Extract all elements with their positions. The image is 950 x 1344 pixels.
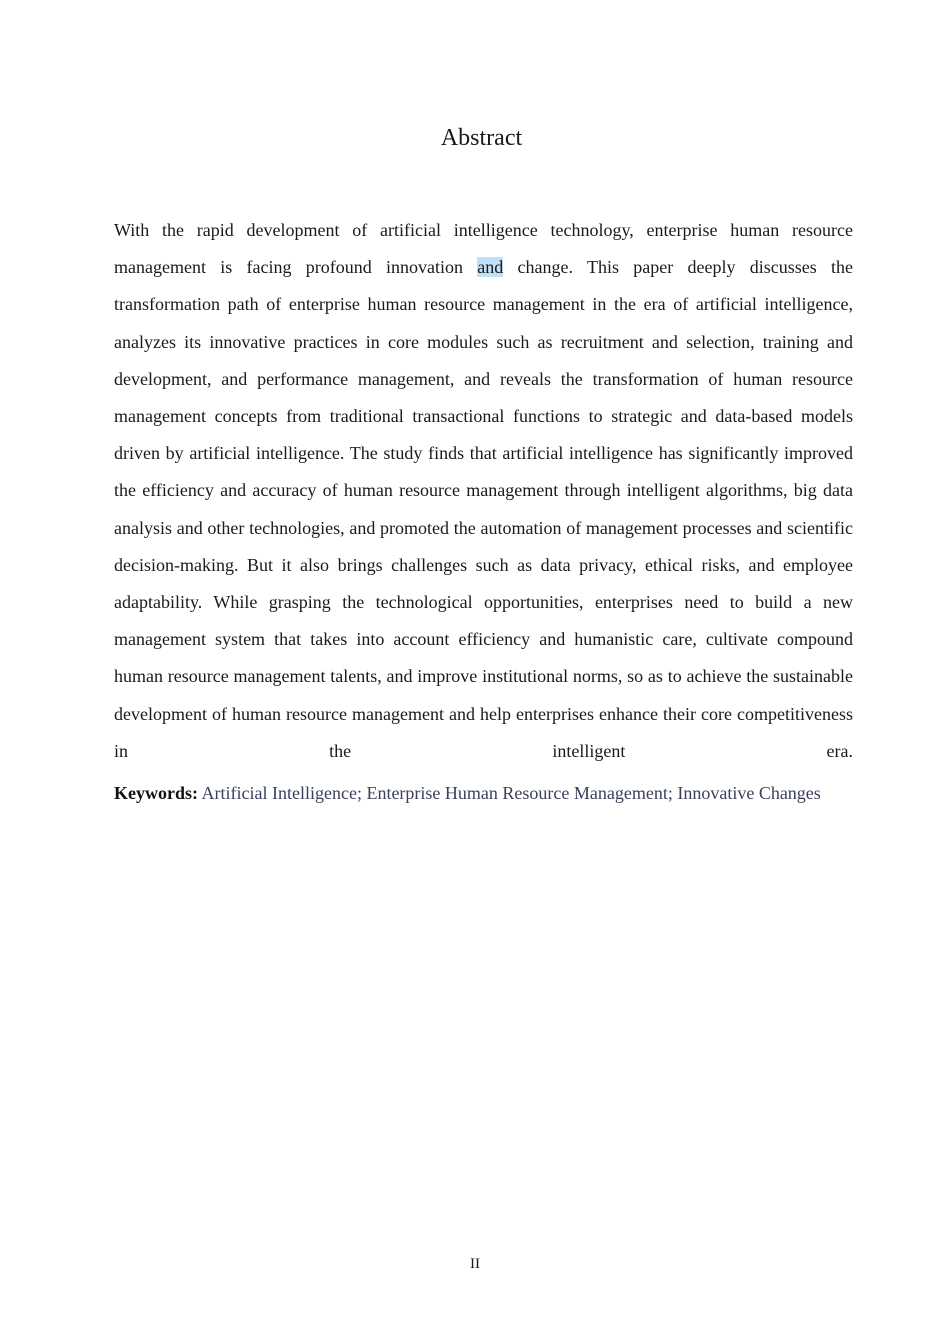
abstract-title: Abstract [440, 125, 523, 151]
keywords-label: Keywords: [114, 783, 198, 803]
keywords-paragraph [114, 776, 851, 811]
abstract-body[interactable] [114, 212, 853, 770]
abstract-text-before-highlight: With the rapid development of artificial intelligence technology, enterprise human resource management is facing profound innovation [114, 220, 853, 278]
keywords-list: Artificial Intelligence; Enterprise Human Resource Management; Innovative Changes [201, 783, 821, 803]
highlighted-word[interactable]: and [477, 257, 504, 278]
page-number: II [470, 1256, 480, 1272]
abstract-text-after-highlight: change. This paper deeply discusses the transformation path of enterprise human resource management in the era of artificial intelligence, analyzes its innovative practices in core modules such as recruitment and selection, training and development, and performance management, and reveals the transformation of human resource management concepts from traditional transactional functions to strategic and data-based models driven by artificial intelligence. The study finds that artificial intelligence has significantly improved the efficiency and accuracy of human resource management through intelligent algorithms, big data analysis and other technologies, and promoted the automation of management processes and scientific decision-making. But it also brings challenges such as data privacy, ethical risks, and employee adaptability. While grasping the technological opportunities, enterprises need to build a new management system that takes into account efficiency and humanistic care, cultivate compound human resource management talents, and improve institutional norms, so as to achieve the sustainable development of human resource management and help enterprises enhance their core competitiveness in the intelligent era. [114, 257, 853, 761]
